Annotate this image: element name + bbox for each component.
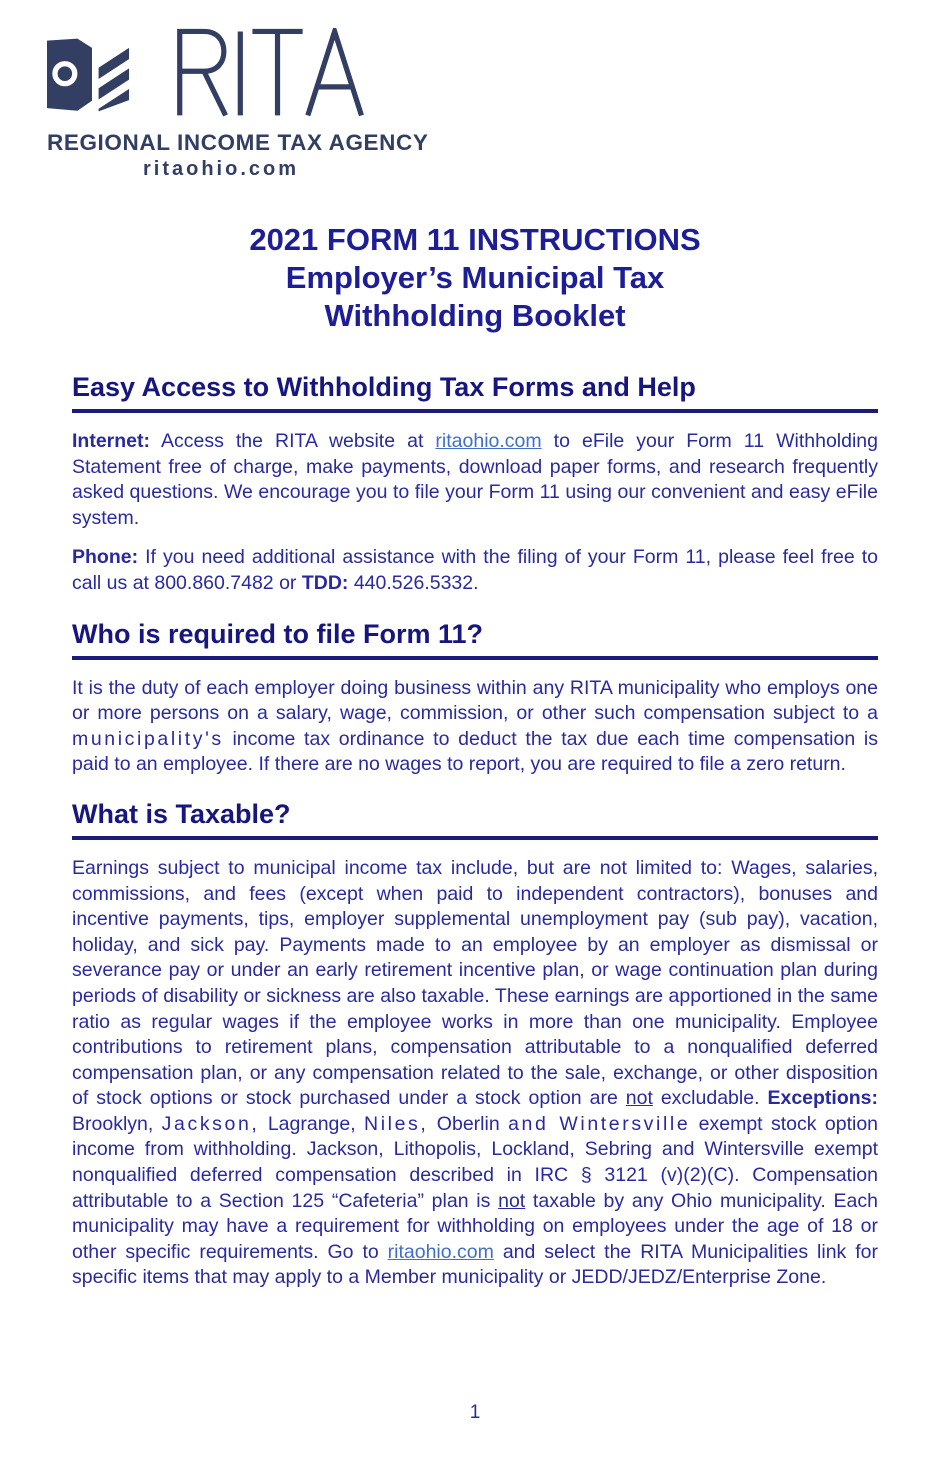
heading-rule <box>72 656 878 660</box>
text-segment: TDD: <box>301 571 349 594</box>
section-who-must-file <box>72 618 878 778</box>
logo-website-line: ritaohio.com <box>142 158 299 180</box>
paragraph-phone <box>72 545 878 596</box>
text-segment: not <box>498 1189 526 1212</box>
text-segment: Jackson, <box>161 1112 260 1135</box>
title-line-1: 2021 FORM 11 INSTRUCTIONS <box>249 222 701 257</box>
rita-book-flag-icon <box>47 30 133 120</box>
text-segment: and Wintersville <box>508 1112 691 1135</box>
text-segment: Exceptions: <box>767 1087 878 1110</box>
text-segment: Earnings subject to municipal income tax include, but are not limited to: Wages, salaries, commissions, and fees (except when paid to independent contractors), bonuses and incentive payments, tips, employer supplemental unemployment pay (sub pay), vacation, holiday, and sick pay. Payments made to an employee by an employer as dismissal or severance pay or under an early retirement incentive plan, or wage continuation plan during periods of disability or sickness are also taxable. These earnings are apportioned in the same ratio as regular wages if the employee works in more than one municipality. Employee contributions to retirement plans, compensation attributable to a nonqualified deferred compensation plan, or any compensation related to the sale, exchange, or other disposition of stock options or stock purchased under a stock option are <box>72 856 878 1110</box>
text-segment: Access the RITA website at <box>150 430 436 452</box>
heading-rule <box>72 409 878 413</box>
inline-link[interactable]: ritaohio.com <box>387 1240 494 1263</box>
text-segment: Niles, <box>364 1112 429 1135</box>
text-segment: exempt stock option income from withholding. Jackson, Lithopolis, Lockland, Sebring and Wintersville exempt nonqualified deferred compensation described in IRC § 3121 (v)(2)(C). Compensation attributable to a Section 125 “Cafeteria” plan is <box>72 1112 879 1212</box>
text-segment: and select the RITA Municipalities link for specific items that may apply to a Member municipality or JEDD/JEDZ/Enterprise Zone. <box>72 1240 878 1289</box>
text-segment: 440.526.5332. <box>348 571 479 594</box>
text-segment: If you need additional assistance with the filing of your Form 11, please feel free to call us at 800.860.7482 or <box>72 546 878 594</box>
logo-row <box>47 28 395 120</box>
text-segment: Internet: <box>72 430 150 452</box>
section-what-is-taxable <box>72 798 878 1291</box>
page-number: 1 <box>469 1402 481 1423</box>
paragraph-who-must-file <box>72 676 878 778</box>
paragraph-internet <box>72 429 878 531</box>
text-segment: excludable. <box>652 1087 768 1110</box>
text-segment: Brooklyn, <box>72 1112 162 1135</box>
section-heading-easy-access: Easy Access to Withholding Tax Forms and Help <box>72 372 696 402</box>
logo-agency-line: REGIONAL INCOME TAX AGENCY <box>47 130 429 155</box>
title-line-2: Employer’s Municipal Tax <box>285 260 665 295</box>
document-content <box>72 371 878 1291</box>
text-segment: Oberlin <box>428 1112 509 1135</box>
text-segment: not <box>625 1087 653 1110</box>
text-segment: municipality's <box>72 727 224 750</box>
text-segment: Phone: <box>72 546 139 569</box>
heading-rule <box>72 836 878 840</box>
document-title <box>0 221 950 335</box>
paragraph-what-is-taxable <box>72 856 878 1291</box>
text-segment: to eFile your Form 11 Withholding Statement free of charge, make payments, download paper forms, and research frequently asked questions. We encourage you to file your Form 11 using our convenient and easy eFile system. <box>72 430 878 529</box>
inline-link[interactable]: ritaohio.com <box>435 430 542 452</box>
text-segment: taxable by any Ohio municipality. Each municipality may have a requirement for withholding on employees under the age of 18 or other specific requirements. Go to <box>72 1189 878 1263</box>
text-segment: It is the duty of each employer doing business within any RITA municipality who employs one or more persons on a salary, wage, commission, or other such compensation subject to a <box>72 676 878 725</box>
title-line-3: Withholding Booklet <box>324 298 626 333</box>
logo-block <box>47 28 429 181</box>
section-easy-access <box>72 371 878 597</box>
rita-wordmark <box>159 28 377 118</box>
section-heading-what-is-taxable: What is Taxable? <box>72 798 291 829</box>
text-segment: Lagrange, <box>259 1112 365 1135</box>
text-segment: income tax ordinance to deduct the tax due each time compensation is paid to an employee. If there are no wages to report, you are required to file a zero return. <box>72 727 878 776</box>
section-heading-who-must-file: Who is required to file Form 11? <box>72 618 484 649</box>
